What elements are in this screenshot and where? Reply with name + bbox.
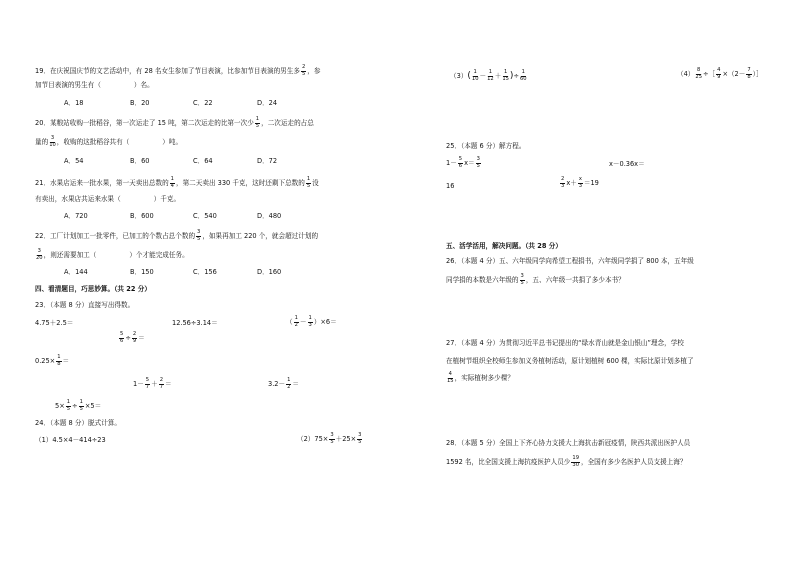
q22-option-a: A．144 [64, 268, 88, 276]
fraction: $\frac{1}{5}$ [255, 116, 260, 130]
fraction: $\frac{4}{15}$ [447, 371, 454, 385]
q23-expr-7: 3.2－ $\frac{1}{2}$ ＝ [268, 377, 299, 391]
fraction: $\frac{4}{9}$ [717, 67, 721, 81]
q21-option-b: B．600 [130, 212, 154, 220]
q19-option-a: A．18 [64, 99, 84, 107]
q19-option-c: C．22 [193, 99, 213, 107]
fraction: $\frac{3}{5}$ [358, 432, 362, 446]
q21-line2: 有卖出，水果店共运来水果（ ）千克。 [35, 195, 181, 203]
fraction: $\frac{8}{25}$ [695, 67, 702, 81]
q25-eq-4: $\frac{2}{3}$ x＋ $\frac{x}{3}$ ＝19 [561, 176, 599, 190]
q24-part-1: （1）4.5×4－414÷23 [35, 436, 106, 444]
fraction: $\frac{1}{2}$ [287, 377, 291, 391]
q19-option-b: B．20 [130, 99, 150, 107]
fraction: $\frac{19}{30}$ [572, 455, 579, 469]
fraction: $\frac{3}{20}$ [36, 248, 43, 262]
q23-expr-2: 12.56÷3.14＝ [172, 319, 218, 327]
q22-stem: 22．工厂计划加工一批零件，已加工的个数占总个数的 $\frac{3}{5}$ ，如果再加工 220 个，就会超过计划的 [35, 229, 319, 243]
q27-line2: 在植树节组织全校师生参加义务植树活动，原计划植树 600 棵，实际比原计划多植了 [446, 357, 694, 365]
q21-option-c: C．540 [193, 212, 217, 220]
fraction: $\frac{2}{9}$ [132, 331, 137, 345]
q19-option-d: D．24 [257, 99, 278, 107]
fraction: $\frac{1}{5}$ [79, 399, 83, 413]
q20-line2: 量的 $\frac{3}{10}$ ，收购的这批稻谷共有（ ）吨。 [35, 135, 183, 149]
fraction: $\frac{3}{5}$ [330, 432, 334, 446]
q28-line2: 1592 名，比全国支援上海抗疫医护人员少 $\frac{19}{30}$ ，全国有多少名医护人员支援上海？ [446, 455, 687, 469]
fraction: $\frac{1}{3}$ [308, 315, 312, 329]
q24-part-3: （3）( $\frac{1}{10}$ － $\frac{1}{12}$ ＋ $\frac{1}{15}$ )÷ $\frac{1}{60}$ [450, 69, 527, 83]
fraction: $\frac{2}{5}$ [301, 64, 306, 78]
fraction: $\frac{1}{4}$ [170, 176, 174, 190]
q22-line2: $\frac{3}{20}$ ，则还需要加工（ ）个才能完成任务。 [36, 248, 189, 262]
q27-line3: $\frac{4}{15}$ ，实际植树多少棵？ [447, 371, 514, 385]
fraction: $\frac{1}{15}$ [502, 69, 509, 83]
q22-option-d: D．160 [257, 268, 282, 276]
q25-eq-3: 16 [446, 182, 455, 190]
q26-line2: 同学捐的本数是六年级的 $\frac{3}{5}$ ，五、六年级一共捐了多少本书？ [446, 273, 625, 287]
q25-title: 25．（本题 6 分）解方程。 [446, 142, 526, 150]
q23-expr-8: 5× $\frac{1}{5}$ ÷ $\frac{1}{5}$ ×5＝ [55, 399, 102, 413]
q21-stem: 21．水果店运来一批水果，第一天卖出总数的 $\frac{1}{4}$ ，第二天卖出 330 千克，这时还剩下总数的 $\frac{1}{5}$ 没 [35, 176, 319, 190]
q20-option-d: D．72 [257, 157, 278, 165]
fraction: $\frac{2}{3}$ [561, 176, 565, 190]
fraction: $\frac{1}{10}$ [471, 69, 479, 83]
fraction: $\frac{3}{5}$ [520, 273, 524, 287]
q24-part-2: （2）75× $\frac{3}{5}$ ＋25× $\frac{3}{5}$ [297, 432, 362, 446]
q24-part-4: （4） $\frac{8}{25}$ ÷［ $\frac{4}{9}$ ×（2－ $\frac{7}{8}$ ）］ [677, 67, 763, 81]
q23-expr-1: 4.75＋2.5＝ [35, 319, 74, 327]
fraction: $\frac{3}{5}$ [197, 229, 201, 243]
q26-line1: 26．（本题 4 分）五、六年级同学向希望工程捐书，六年级同学捐了 800 本，五年级 [446, 257, 694, 265]
fraction: $\frac{7}{8}$ [747, 67, 751, 81]
q20-stem: 20．某粮站收购一批稻谷，第一次运走了 15 吨，第二次运走的比第一次少 $\frac{1}{5}$ ，二次运走的占总 [35, 116, 314, 130]
fraction: $\frac{1}{8}$ [57, 354, 61, 368]
q21-option-a: A．720 [64, 212, 88, 220]
q20-option-b: B．60 [130, 157, 150, 165]
fraction: $\frac{1}{12}$ [487, 69, 494, 83]
fraction: $\frac{1}{2}$ [294, 315, 298, 329]
q25-eq-2: x－0.36x＝ [609, 160, 645, 168]
q28-line1: 28．（本题 5 分）全国上下齐心协力支援大上海抗击新冠疫情，陕西共派出医护人员 [446, 439, 691, 447]
q23-expr-4: $\frac{5}{6}$ ÷ $\frac{2}{9}$ ＝ [120, 331, 145, 345]
q19-stem: 19．在庆祝国庆节的文艺活动中，有 28 名女生参加了节目表演，比参加节目表演的男生多 $\frac{2}{5}$ ，参 [35, 64, 321, 78]
q21-option-d: D．480 [257, 212, 282, 220]
q23-expr-6: 1－ $\frac{5}{7}$ ＋ $\frac{2}{7}$ ＝ [133, 377, 172, 391]
q19-line2: 加节目表演的男生有（ ）名。 [35, 81, 154, 89]
fraction: $\frac{5}{7}$ [145, 377, 150, 391]
q20-option-a: A．54 [64, 157, 84, 165]
q23-expr-3: （ $\frac{1}{2}$ － $\frac{1}{3}$ ）×6＝ [286, 315, 337, 329]
q23-expr-5: 0.25× $\frac{1}{8}$ ＝ [35, 354, 70, 368]
fraction: $\frac{5}{6}$ [120, 331, 124, 345]
q24-title: 24．（本题 8 分）脱式计算。 [35, 419, 122, 427]
section-5-heading: 五、活学活用，解决问题。（共 28 分） [446, 242, 562, 250]
q25-eq-1: 1－ $\frac{5}{6}$ x＝ $\frac{3}{5}$ [446, 156, 480, 170]
q27-line1: 27．（本题 4 分）为贯彻习近平总书记提出的“绿水青山就是金山银山”理念，学校 [446, 339, 684, 347]
fraction: $\frac{2}{7}$ [159, 377, 164, 391]
fraction: $\frac{1}{5}$ [66, 399, 71, 413]
section-4-heading: 四、看清题目，巧思妙算。（共 22 分） [35, 285, 151, 293]
fraction: $\frac{5}{6}$ [458, 156, 463, 170]
q22-option-b: B．150 [130, 268, 154, 276]
q22-option-c: C．156 [193, 268, 217, 276]
fraction: $\frac{3}{10}$ [49, 135, 56, 149]
fraction: $\frac{x}{3}$ [578, 176, 582, 190]
fraction: $\frac{1}{60}$ [519, 69, 527, 83]
fraction: $\frac{1}{5}$ [306, 176, 311, 190]
fraction: $\frac{3}{5}$ [476, 156, 480, 170]
q23-title: 23．（本题 8 分）直接写出得数。 [35, 301, 135, 309]
q20-option-c: C．64 [193, 157, 213, 165]
